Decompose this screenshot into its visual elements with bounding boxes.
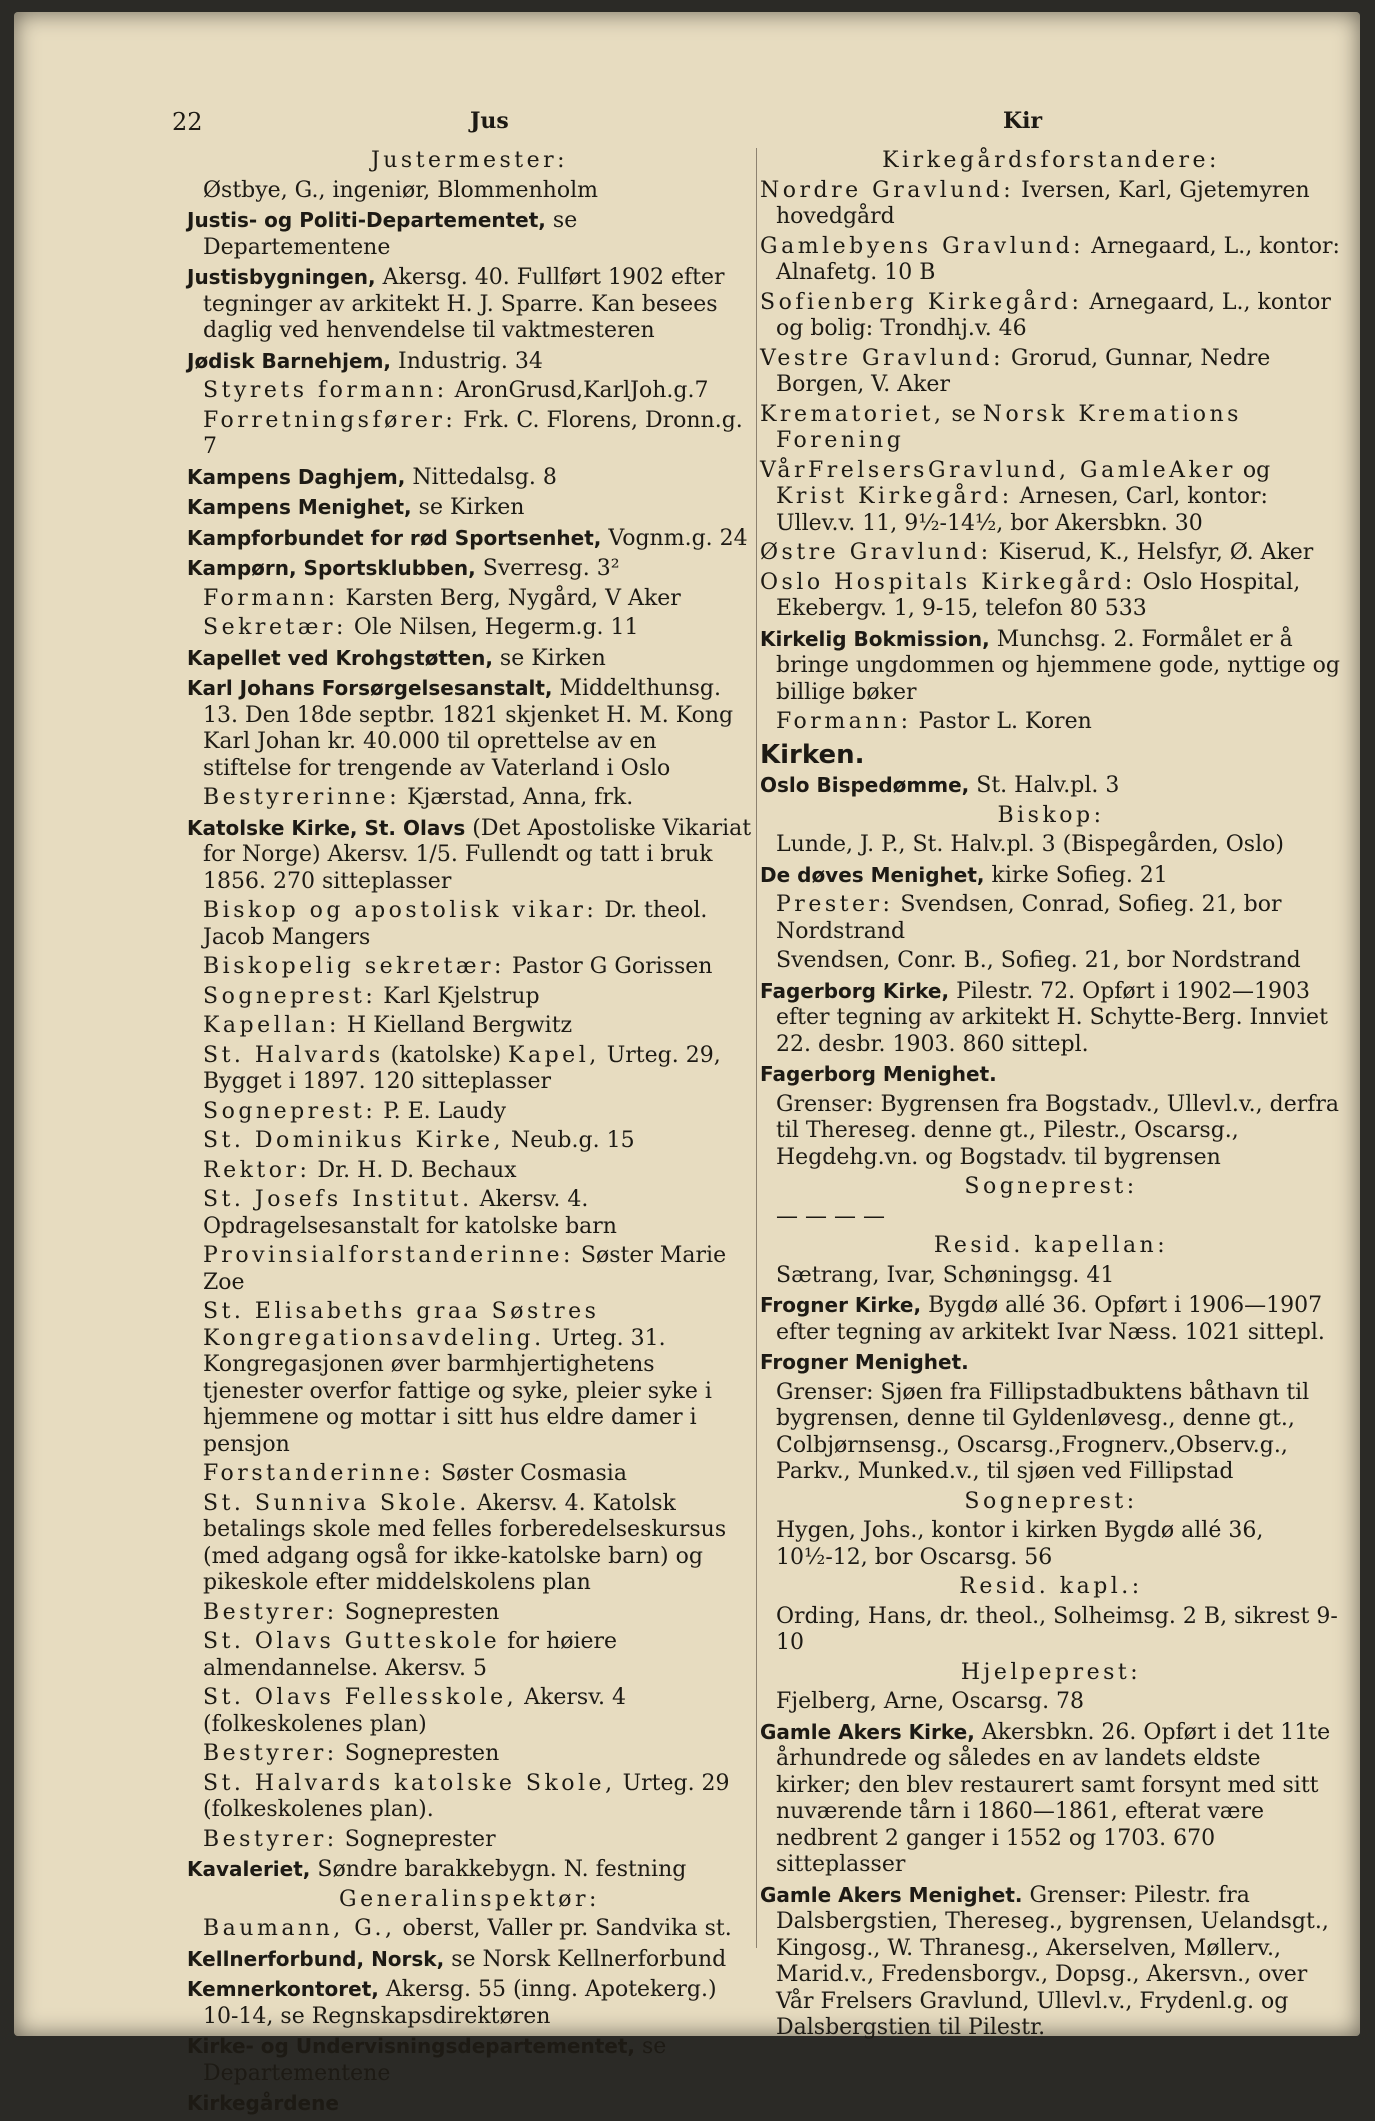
right-entry: Svendsen, Conr. B., Sofieg. 21, bor Nordstrand [776, 948, 1301, 973]
left-entry: St. Halvards katolske Skole, Urteg. 29 (folkeskolenes plan). [203, 1770, 730, 1822]
spaced-label: St. Sunniva Skole. [203, 1490, 470, 1516]
left-entry: Sogneprest: Karl Kjelstrup [203, 983, 540, 1009]
right-entry: Ording, Hans, dr. theol., Solheimsg. 2 B, sikrest 9-10 [776, 1603, 1338, 1655]
right-entry: Resid. kapellan: [933, 1233, 1169, 1258]
left-entry [187, 2090, 752, 2118]
entry-title: Gamle Akers Kirke, [760, 1719, 975, 1744]
spaced-label: Oslo Hospitals Kirkegård: [760, 569, 1136, 595]
left-entry: Styrets formann: AronGrusd,KarlJoh.g.7 [203, 378, 709, 403]
spaced-label: Bestyrer: [203, 1599, 338, 1625]
left-entry: St. Dominikus Kirke, Neub.g. 15 [203, 1128, 635, 1153]
left-entry: Biskopelig sekretær: Pastor G Gorissen [203, 954, 713, 979]
left-entry: Katolske Kirke, St. Olavs (Det Apostoliske Vikariat for Norge) Akersv. 1/5. Fullendt og tatt i bruk 1856. 270 sitteplasser [187, 815, 752, 894]
left-entry: St. Sunniva Skole. Akersv. 4. Katolsk betalings skole med felles forberedelseskursus (med adgang også for ikke-katolske barn) og pikeskole efter middelskolens plan [203, 1490, 727, 1595]
left-entry: Østbye, G., ingeniør, Blommenholm [203, 177, 598, 203]
entry-title: Fagerborg Menighet. [760, 1062, 997, 1086]
left-entry: Baumann, G., oberst, Valler pr. Sandvika st. [203, 1916, 732, 1941]
spaced-label: Sofienberg Kirkegård: [760, 289, 1083, 315]
right-entry [760, 1061, 1342, 1089]
spaced-label: Sekretær: [203, 615, 347, 640]
entry-title: Kirkelig Bokmission, [760, 626, 990, 651]
right-entry: Oslo Bispedømme, St. Halv.pl. 3 [760, 773, 1120, 798]
entry-title: Kampens Menighet, [187, 495, 412, 519]
spaced-label: St. Halvards [203, 1042, 384, 1068]
entry-title: Gamle Akers Menighet. [760, 1882, 1023, 1907]
entry-title: Justisbygningen, [187, 265, 376, 289]
left-entry: Kapellan: H Kielland Bergwitz [203, 1013, 573, 1038]
spaced-label: Biskopelig sekretær: [203, 954, 505, 979]
entry-title: Fagerborg Kirke, [760, 978, 950, 1003]
right-entry: Sætrang, Ivar, Schøningsg. 41 [776, 1262, 1115, 1288]
right-entry: Gamle Akers Menighet. Grenser: Pilestr. fra Dalsbergstien, Thereseg., bygrensen, Uelandsgt., Kingosg., W. Thranesg., Akerselven, Møllerv., Marid.v., Fredensborgv., Dopsg., Akersvn., over Vår Frelsers Gravlund, Ullevl.v., Frydenl.g. og Dalsbergstien til Pilestr. [760, 1882, 1329, 2040]
left-entry: Generalinspektør: [339, 1886, 600, 1912]
entry-title: Karl Johans Forsørgelsesanstalt, [187, 676, 553, 700]
left-entry: Forstanderinne: Søster Cosmasia [203, 1461, 627, 1486]
left-entry: St. Elisabeths graa Søstres Kongregationsavdeling. Urteg. 31. Kongregasjonen øver barmhjertighetens tjenester overfor fattige og syke, pleier syke i hjemmene og mottar i sitt hus eldre damer i pensjon [203, 1299, 712, 1457]
section-heading: Kirken. [760, 739, 865, 770]
spaced-label: Forstanderinne: [203, 1461, 435, 1486]
left-entry: St. Josefs Institut. Akersv. 4. Opdragelsesanstalt for katolske barn [203, 1187, 617, 1239]
entry-title: Kirke- og Undervisningsdepartementet, [187, 2034, 636, 2058]
left-entry: Kirke- og Undervisningsdepartementet, se Departementene [187, 2034, 667, 2086]
spaced-label: Styrets formann: [203, 378, 448, 403]
right-entry: Kirkegårdsforstandere: [882, 148, 1220, 173]
left-entry: Bestyrer: Sogneprester [203, 1826, 496, 1852]
running-head-left: Jus [470, 108, 509, 134]
spaced-label: Prester: [776, 892, 894, 917]
page-number: 22 [172, 108, 203, 136]
right-entry: Lunde, J. P., St. Halv.pl. 3 (Bispegården, Oslo) [776, 832, 1284, 857]
entry-title: Frogner Menighet. [760, 1350, 969, 1374]
right-entry: Oslo Hospitals Kirkegård: Oslo Hospital, Ekebergv. 1, 9-15, telefon 80 533 [760, 569, 1301, 621]
right-entry: Sofienberg Kirkegård: Arnegaard, L., kontor og bolig: Trondhj.v. 46 [760, 289, 1331, 341]
right-entry: Fjelberg, Arne, Oscarsg. 78 [776, 1689, 1085, 1714]
entry-title: Kellnerforbund, Norsk, [187, 1946, 445, 1971]
spaced-label: Forretningsfører: [203, 407, 457, 433]
left-entry: Bestyrer: Sognepresten [203, 1599, 500, 1625]
spaced-label: Krematoriet, [760, 401, 945, 427]
right-entry: Sogneprest: [964, 1488, 1138, 1514]
left-entry: Kellnerforbund, Norsk, se Norsk Kellnerforbund [187, 1946, 727, 1972]
spaced-label: Biskop og apostolisk vikar: [203, 898, 598, 923]
spaced-label: Nordre Gravlund: [760, 177, 1015, 203]
right-entry: Østre Gravlund: Kiserud, K., Helsfyr, Ø. Aker [760, 540, 1314, 565]
entry-title: Kapellet ved Krohgstøtten, [187, 645, 493, 670]
entry-title: Katolske Kirke, St. Olavs [187, 815, 466, 840]
spaced-label: VårFrelsersGravlund, GamleAker [760, 457, 1236, 483]
left-entry: Biskop og apostolisk vikar: Dr. theol. Jacob Mangers [203, 898, 708, 950]
spaced-label: Sogneprest: [203, 1098, 377, 1124]
spaced-label: St. Josefs Institut. [203, 1187, 473, 1212]
right-entry: Grenser: Bygrensen fra Bogstadv., Ullevl.v., derfra til Thereseg. denne gt., Pilestr., Oscarsg., Hegdehg.vn. og Bogstadv. til bygrensen [776, 1091, 1340, 1170]
entry-title: Kavaleriet, [187, 1857, 311, 1881]
left-entry: Bestyrer: Sognepresten [203, 1741, 500, 1766]
left-entry: Forretningsfører: Frk. C. Florens, Dronn.g. 7 [203, 407, 743, 459]
right-entry: Kirkelig Bokmission, Munchsg. 2. Formålet er å bringe ungdommen og hjemmene gode, nyttige og billige bøker [760, 626, 1340, 705]
left-entry: Justisbygningen, Akersg. 40. Fullført 1902 efter tegninger av arkitekt H. J. Sparre. Kan besees daglig ved henvendelse til vaktmesteren [187, 265, 725, 343]
right-entry: Hygen, Johs., kontor i kirken Bygdø allé 36, 10½-12, bor Oscarsg. 56 [776, 1518, 1264, 1570]
spaced-label: Kapellan: [203, 1013, 340, 1038]
spaced-label: Bestyrer: [203, 1826, 338, 1852]
spaced-label: Sogneprest: [203, 983, 377, 1009]
spaced-label: Gamlebyens Gravlund: [760, 233, 1085, 259]
right-entry: Vestre Gravlund: Grorud, Gunnar, Nedre Borgen, V. Aker [760, 345, 1271, 397]
spaced-label: Rektor: [203, 1157, 311, 1183]
left-entry: Kampens Menighet, se Kirken [187, 495, 525, 520]
left-entry: Kemnerkontoret, Akersg. 55 (inng. Apotekerg.) 10-14, se Regnskapsdirektøren [187, 1977, 717, 2029]
left-entry: St. Olavs Fellesskole, Akersv. 4 (folkeskolenes plan) [203, 1685, 627, 1737]
right-entry: Gamle Akers Kirke, Akersbkn. 26. Opført i det 11te århundrede og således en av landets eldste kirker; den blev restaurert samt forsynt med sitt nuværende tårn i 1860—1861, efterat være nedbrent 2 ganger i 1552 og 1703. 670 sitteplasser [760, 1719, 1331, 1877]
left-entry: Sogneprest: P. E. Laudy [203, 1098, 507, 1124]
right-entry: Krematoriet, se Norsk Kremations Forening [760, 401, 1242, 453]
spaced-label: Formann: [776, 709, 912, 734]
right-entry [760, 1349, 1342, 1377]
spaced-label: St. Halvards katolske Skole, [203, 1770, 616, 1796]
spaced-label: St. Olavs Gutteskole [203, 1629, 501, 1654]
spaced-label: Østre Gravlund: [760, 540, 992, 565]
entry-title: Kemnerkontoret, [187, 1977, 379, 2001]
entry-title: De døves Menighet, [760, 862, 985, 887]
entry-title: Kampforbundet for rød Sportsenhet, [187, 525, 602, 550]
entry-title: Justis- og Politi-Departementet, [187, 208, 546, 232]
left-entry: Justis- og Politi-Departementet, se Departementene [187, 208, 578, 260]
right-entry: VårFrelsersGravlund, GamleAker og Krist Kirkegård: Arnesen, Carl, kontor: Ullev.v. 11, 9½-14½, bor Akersbkn. 30 [760, 457, 1271, 536]
left-entry: St. Halvards (katolske) Kapel, Urteg. 29, Bygget i 1897. 120 sitteplasser [203, 1042, 721, 1094]
left-entry: Kampforbundet for rød Sportsenhet, Vognm.g. 24 [187, 525, 748, 551]
left-entry: Kampens Daghjem, Nittedalsg. 8 [187, 464, 557, 490]
spaced-label: Formann: [203, 585, 339, 611]
left-entry: Jødisk Barnehjem, Industrig. 34 [187, 348, 543, 374]
running-head-right: Kir [1003, 108, 1043, 134]
right-entry: Sogneprest: [964, 1174, 1138, 1199]
right-entry: Prester: Svendsen, Conrad, Sofieg. 21, bor Nordstrand [776, 892, 1282, 944]
spaced-label: St. Olavs Fellesskole, [203, 1685, 518, 1710]
right-entry: — — — — [776, 1203, 885, 1229]
left-entry: Sekretær: Ole Nilsen, Hegerm.g. 11 [203, 615, 639, 640]
left-entry: Rektor: Dr. H. D. Bechaux [203, 1157, 517, 1183]
left-entry: Justermester: [370, 148, 569, 173]
left-entry: Kampørn, Sportsklubben, Sverresg. 3² [187, 556, 620, 581]
spaced-label: Bestyrerinne: [203, 785, 401, 810]
right-entry: Hjelpeprest: [960, 1659, 1142, 1685]
spaced-label: St. Dominikus Kirke, [203, 1128, 504, 1153]
entry-title: Kampens Daghjem, [187, 464, 406, 489]
spaced-label: Vestre Gravlund: [760, 345, 1005, 371]
right-column [760, 148, 1342, 2045]
entry-title: Kirkegårdene [187, 2091, 339, 2115]
entry-title: Oslo Bispedømme, [760, 773, 970, 797]
right-entry: Fagerborg Kirke, Pilestr. 72. Opført i 1902—1903 efter tegning av arkitekt H. Schytte-Berg. Innviet 22. desbr. 1903. 860 sittepl. [760, 978, 1328, 1057]
entry-title: Kampørn, Sportsklubben, [187, 556, 476, 580]
right-entry: Nordre Gravlund: Iversen, Karl, Gjetemyren hovedgård [760, 177, 1310, 229]
left-entry: Provinsialforstanderinne: Søster Marie Zoe [203, 1243, 727, 1295]
right-entry: Formann: Pastor L. Koren [776, 709, 1092, 734]
right-entry: Gamlebyens Gravlund: Arnegaard, L., kontor: Alnafetg. 10 B [760, 233, 1340, 285]
left-entry: Kavaleriet, Søndre barakkebygn. N. festning [187, 1857, 687, 1882]
entry-title: Jødisk Barnehjem, [187, 348, 392, 373]
left-entry: St. Olavs Gutteskole for høiere almendannelse. Akersv. 5 [203, 1629, 618, 1681]
spaced-label: Norsk Kremations Forening [776, 401, 1242, 453]
spaced-label: Bestyrer: [203, 1741, 338, 1766]
right-entry: Biskop: [997, 802, 1105, 828]
left-entry: Kapellet ved Krohgstøtten, se Kirken [187, 645, 606, 671]
right-entry: Resid. kapl.: [959, 1574, 1143, 1599]
entry-title: Frogner Kirke, [760, 1293, 922, 1317]
right-entry: Grenser: Sjøen fra Fillipstadbuktens båthavn til bygrensen, denne til Gyldenløvesg., denne gt., Colbjørnsensg., Oscarsg.,Frognerv.,Observ.g., Parkv., Munked.v., til sjøen ved Fillipstad [776, 1379, 1310, 1484]
left-entry: Karl Johans Forsørgelsesanstalt, Middelthunsg. 13. Den 18de septbr. 1821 skjenket H. M. Kong Karl Johan kr. 40.000 til oprettelse av en stiftelse for trengende av Vaterland i Oslo [187, 676, 734, 781]
column-divider [756, 148, 757, 1948]
left-entry: Formann: Karsten Berg, Nygård, V Aker [203, 585, 681, 611]
left-column [187, 148, 752, 2121]
spaced-label: St. Elisabeths graa Søstres Kongregationsavdeling. [203, 1299, 600, 1351]
spaced-label: Baumann, G., [203, 1916, 396, 1941]
right-entry: De døves Menighet, kirke Sofieg. 21 [760, 862, 1168, 888]
right-entry: Frogner Kirke, Bygdø allé 36. Opført i 1906—1907 efter tegning av arkitekt Ivar Næss. 1021 sittepl. [760, 1293, 1325, 1345]
spaced-label: Krist Kirkegård: [776, 484, 1013, 509]
spaced-label: Kapel, [508, 1042, 600, 1068]
spaced-label: Provinsialforstanderinne: [203, 1243, 574, 1268]
left-entry: Bestyrerinne: Kjærstad, Anna, frk. [203, 785, 634, 810]
